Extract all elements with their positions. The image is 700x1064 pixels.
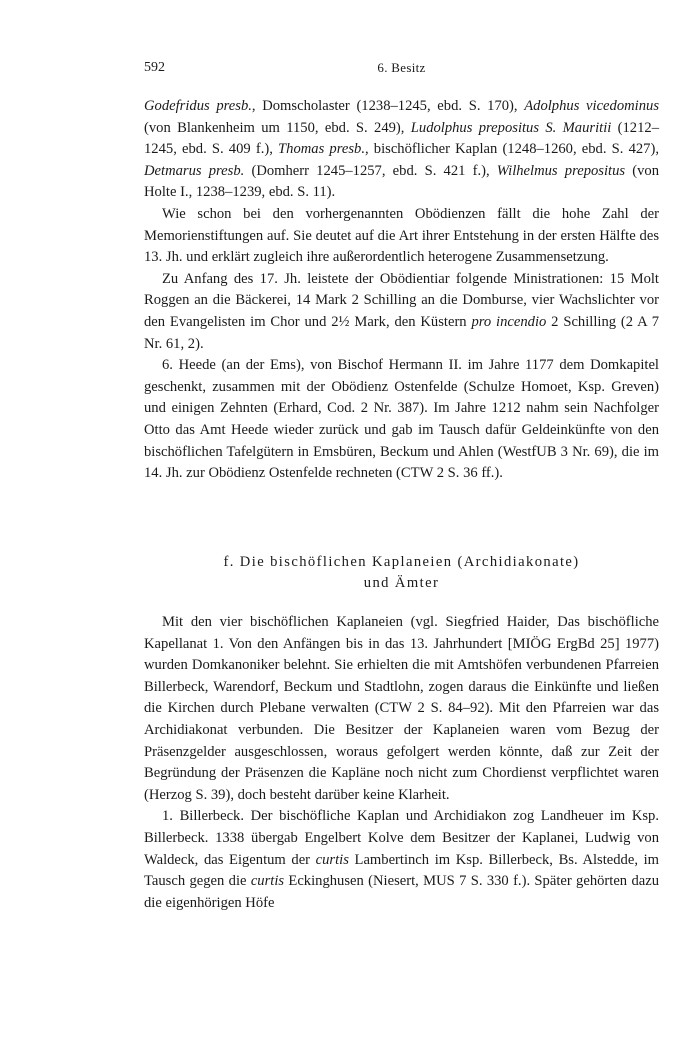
paragraph-chaplaincies: Mit den vier bischöflichen Kaplaneien (vgl. Siegfried Haider, Das bischöfliche Kapellanat 1. Von den Anfängen bis in das 13. Jahrhundert [MIÖG ErgBd 25] 1977) wurden Domkanoniker belehnt. Sie erhielten die mit Amtshöfen verbundenen Pfarreien Billerbeck, Warendorf, Beckum und Stadtlohn, zogen daraus die Einkünfte und ließen die Kirchen durch Plebane verwalten (CTW 2 S. 84–92). Mit den Pfarreien war das Archidiakonat verbunden. Die Besitzer der Kaplaneien waren vom Bezug der Präsenzgelder ausgeschlossen, woraus gefolgert werden könnte, daß zur Zeit der Begründung der Präsenzen die Kapläne noch nicht zum Chordienst verpflichtet waren (Herzog S. 39), doch besteht darüber keine Klarheit.: [144, 614, 659, 803]
paragraph-memorial-foundations: Wie schon bei den vorhergenannten Obödienzen fällt die hohe Zahl der Memorienstiftungen auf. Sie deutet auf die Art ihrer Entstehung in der ersten Hälfte des 13. Jh. und erklärt zugleich ihre außerordentlich heterogene Zusammensetzung.: [144, 205, 659, 266]
text-run: (1212–1245, ebd. S. 409 f.),: [144, 119, 659, 158]
text-block-lower: [144, 612, 659, 914]
text-run: 2 Schilling (2 A 7 Nr. 61, 2).: [144, 313, 659, 352]
latin-phrase: pro incendio: [471, 313, 547, 330]
latin-name: Wilhelmus prepositus: [496, 162, 626, 179]
text-run: (von Holte I., 1238–1239, ebd. S. 11).: [144, 162, 659, 201]
text-run: (von Blankenheim um 1150, ebd. S. 249),: [144, 119, 411, 136]
latin-name: Thomas presb.: [278, 141, 365, 158]
text-run: Eckinghusen (Niesert, MUS 7 S. 330 f.). Später gehörten dazu die eigenhörigen Höfe: [144, 873, 659, 911]
latin-name: Adolphus vicedominus: [524, 98, 659, 114]
latin-term: curtis: [315, 851, 349, 868]
running-head: 6. Besitz: [377, 60, 426, 75]
paragraph-ministrations: [144, 269, 659, 355]
paragraph-memorial-list: [144, 96, 659, 204]
paragraph-billerbeck: [144, 806, 659, 914]
section-heading-line-2: und Ämter: [363, 575, 440, 591]
section-heading-line-1: f. Die bischöflichen Kaplaneien (Archidiakonate): [223, 554, 580, 570]
text-run: 1. Billerbeck. Der bischöfliche Kaplan und Archidiakon zog Landheuer im Ksp. Billerbeck. 1338 übergab Engelbert Kolve dem Besitzer der Kaplanei, Ludwig von Waldeck, das Eigentum der: [144, 808, 659, 868]
latin-name: Detmarus presb.: [144, 162, 245, 179]
text-run: , Domscholaster (1238–1245, ebd. S. 170),: [251, 98, 525, 114]
latin-name: Ludolphus prepositus S. Mauritii: [410, 119, 612, 136]
text-run: , bischöflicher Kaplan (1248–1260, ebd. S. 427),: [364, 141, 659, 158]
text-block-upper: [144, 96, 659, 485]
paragraph-heede: 6. Heede (an der Ems), von Bischof Hermann II. im Jahre 1177 dem Domkapitel geschenkt, zusammen mit der Obödienz Ostenfelde (Schulze Homoet, Ksp. Greven) und einigen Zehnten (Erhard, Cod. 2 Nr. 387). Im Jahre 1212 nahm sein Nachfolger Otto das Amt Heede wieder zurück und gab im Tausch dafür Geldeinkünfte von den bischöflichen Tafelgütern in Emsbüren, Beckum und Ahlen (WestfUB 3 Nr. 69), die im 14. Jh. zur Obödienz Ostenfelde rechneten (CTW 2 S. 36 ff.).: [144, 357, 659, 482]
section-heading: [144, 552, 659, 594]
text-run: Lambertinch im Ksp. Billerbeck, Bs. Alstedde, im Tausch gegen die: [144, 851, 659, 890]
text-run: (Domherr 1245–1257, ebd. S. 421 f.),: [244, 162, 497, 179]
latin-term: curtis: [250, 873, 285, 890]
page-number: 592: [144, 60, 165, 75]
latin-name: Godefridus presb.: [144, 98, 252, 114]
text-run: Zu Anfang des 17. Jh. leistete der Obödientiar folgende Ministrationen: 15 Molt Roggen an die Bäckerei, 14 Mark 2 Schilling an die Domburse, vier Wachslichter vor den Evangelisten im Chor und 2½ Mark, den Küstern: [144, 270, 659, 330]
page-header: [144, 60, 659, 80]
